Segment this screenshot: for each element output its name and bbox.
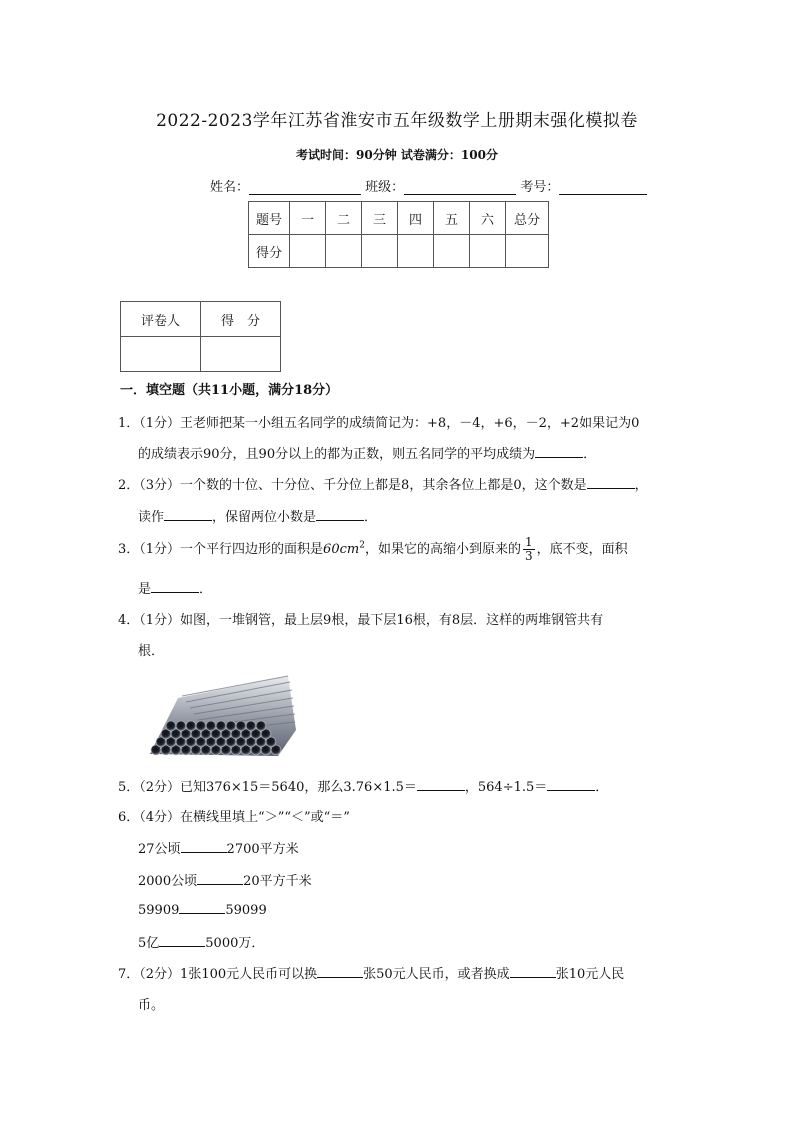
score-header-cell: 题号 xyxy=(249,202,290,235)
q1-line2 xyxy=(138,443,596,462)
q6-d-blank[interactable] xyxy=(159,934,205,947)
exam-subtitle: 考试时间：90分钟 试卷满分：100分 xyxy=(296,148,498,162)
q5-end: ． xyxy=(595,780,609,795)
q3-text-2: ，如果它的高缩小到原来的 xyxy=(364,542,521,557)
q1-answer-blank[interactable] xyxy=(535,445,583,458)
q5-answer-blank-1[interactable] xyxy=(417,778,465,791)
q3-line1 xyxy=(118,536,628,563)
q5-line xyxy=(118,776,608,795)
score-cell[interactable] xyxy=(398,235,434,268)
q3-answer-blank[interactable] xyxy=(151,580,199,593)
q3-area-unit: cm xyxy=(339,542,360,557)
grader-cell[interactable] xyxy=(121,337,201,372)
q3-line2 xyxy=(138,578,212,597)
q6-a-right: 2700平方米 xyxy=(226,842,299,857)
q6-b-right: 20平方千米 xyxy=(243,874,312,889)
q3-text-4: 是 xyxy=(138,582,152,597)
q4-line1: 4．（1分）如图，一堆钢管，最上层9根，最下层16根，有8层．这样的两堆钢管共有 xyxy=(118,613,604,628)
grade-cell[interactable] xyxy=(201,337,281,372)
q7-line1 xyxy=(118,963,624,982)
page-title: 2022-2023学年江苏省淮安市五年级数学上册期末强化模拟卷 xyxy=(156,111,638,131)
q6-line1: 6．（4分）在横线里填上“＞”“＜”或“＝” xyxy=(118,810,350,825)
q3-end: ． xyxy=(199,582,213,597)
q7-text: 7．（2分）1张100元人民币可以换 xyxy=(118,967,318,982)
score-header-cell: 六 xyxy=(470,202,506,235)
score-header-cell: 五 xyxy=(434,202,470,235)
section-title: 一．填空题（共11小题，满分18分） xyxy=(120,383,339,398)
q3-text-3: ，底不变，面积 xyxy=(536,542,628,557)
score-header-cell: 四 xyxy=(398,202,434,235)
q5-answer-blank-2[interactable] xyxy=(547,778,595,791)
score-cell[interactable] xyxy=(470,235,506,268)
name-blank[interactable] xyxy=(249,180,361,195)
q2-answer-blank-1[interactable] xyxy=(587,476,635,489)
q2-text-3: ，保留两位小数是 xyxy=(212,510,317,525)
score-value-row xyxy=(249,235,549,268)
q3-fraction xyxy=(523,536,535,563)
q2-text: 2．（3分）一个数的十位、十分位、千分位上都是8，其余各位上都是0，这个数是 xyxy=(118,478,587,493)
score-cell[interactable] xyxy=(326,235,362,268)
q6-a-left: 27公顷 xyxy=(138,842,181,857)
score-cell[interactable] xyxy=(290,235,326,268)
q2-text-2: 读作 xyxy=(138,510,165,525)
q6-c-blank[interactable] xyxy=(179,901,225,914)
score-header-cell: 三 xyxy=(362,202,398,235)
q7-line2: 币。 xyxy=(138,998,165,1013)
q6-b-blank[interactable] xyxy=(197,872,243,885)
q6-d-right: 5000万． xyxy=(205,936,265,951)
q1-text: 的成绩表示90分，且90分以上的都为正数，则五名同学的平均成绩为 xyxy=(138,447,536,462)
score-cell[interactable] xyxy=(362,235,398,268)
q3-area-exponent: 2 xyxy=(359,540,365,551)
q6-item-b xyxy=(138,870,312,889)
q7-answer-blank-2[interactable] xyxy=(510,965,556,978)
score-row-label: 得分 xyxy=(249,235,290,268)
id-label: 考号： xyxy=(520,180,560,195)
score-header-cell: 总分 xyxy=(506,202,549,235)
fraction-numerator: 1 xyxy=(524,535,533,549)
score-header-cell: 一 xyxy=(290,202,326,235)
q2-comma: ， xyxy=(634,478,648,493)
q6-a-blank[interactable] xyxy=(181,840,227,853)
score-cell[interactable] xyxy=(506,235,549,268)
q6-c-left: 59909 xyxy=(138,903,180,918)
steel-pipes-image xyxy=(138,668,298,760)
grader-table xyxy=(120,301,281,372)
q2-answer-blank-2[interactable] xyxy=(164,508,212,521)
q7-text-2: 张50元人民币，或者换成 xyxy=(363,967,510,982)
score-header-row xyxy=(249,202,549,235)
q1-end: ． xyxy=(583,447,597,462)
class-blank[interactable] xyxy=(404,180,516,195)
score-table xyxy=(248,201,549,268)
q6-item-c xyxy=(138,901,267,918)
q6-d-left: 5亿 xyxy=(138,936,160,951)
q5-text-2: ，564÷1.5＝ xyxy=(464,780,548,795)
q6-c-right: 59099 xyxy=(225,903,267,918)
q2-line2 xyxy=(138,506,377,525)
q7-text-3: 张10元人民 xyxy=(555,967,625,982)
q6-item-d xyxy=(138,932,264,951)
score-header-cell: 二 xyxy=(326,202,362,235)
q6-b-left: 2000公顷 xyxy=(138,874,198,889)
q6-item-a xyxy=(138,838,299,857)
score-cell[interactable] xyxy=(434,235,470,268)
q3-text: 3．（1分）一个平行四边形的面积是 xyxy=(118,542,324,557)
q7-answer-blank-1[interactable] xyxy=(317,965,363,978)
q2-answer-blank-3[interactable] xyxy=(316,508,364,521)
q2-end: ． xyxy=(364,510,378,525)
fraction-denominator: 3 xyxy=(524,549,533,563)
name-label: 姓名： xyxy=(210,180,250,195)
q5-text: 5．（2分）已知376×15＝5640，那么3.76×1.5＝ xyxy=(118,780,417,795)
q3-area-value: 60 xyxy=(323,542,340,557)
q1-line1: 1．（1分）王老师把某一小组五名同学的成绩简记为：+8，－4，+6，－2，+2如果记为0 xyxy=(118,416,640,431)
grade-header: 得 分 xyxy=(201,302,281,337)
student-info-line xyxy=(210,176,647,195)
q4-line2: 根． xyxy=(138,644,165,659)
id-blank[interactable] xyxy=(559,180,647,195)
grader-header: 评卷人 xyxy=(121,302,201,337)
class-label: 班级： xyxy=(365,180,405,195)
q2-line1 xyxy=(118,474,648,493)
